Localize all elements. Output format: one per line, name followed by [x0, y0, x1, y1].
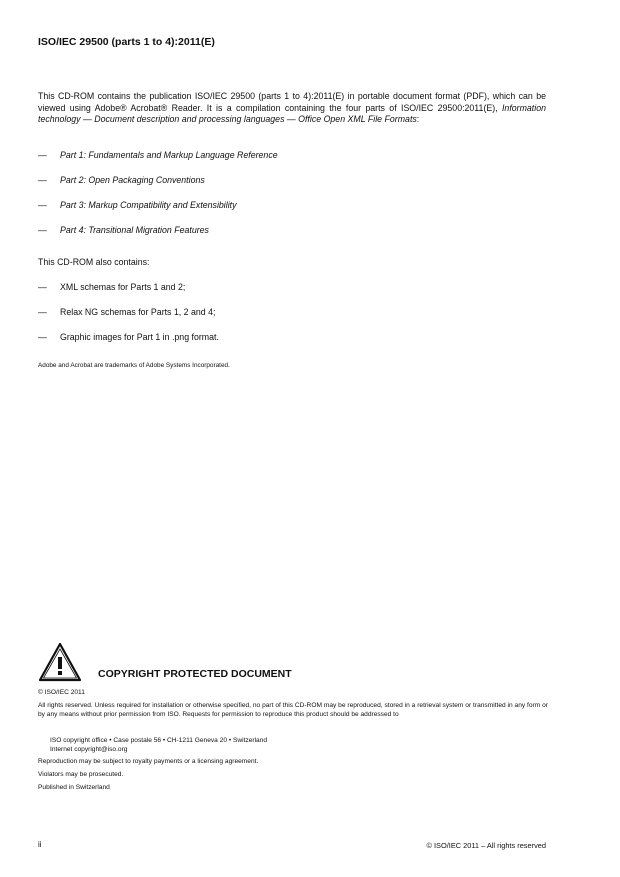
list-dash: —	[38, 175, 47, 185]
footer-rights: © ISO/IEC 2011 – All rights reserved	[426, 841, 546, 850]
list-dash: —	[38, 200, 47, 210]
list-item	[38, 150, 546, 175]
list-item	[38, 307, 546, 332]
warning-icon	[38, 642, 82, 682]
intro-colon: :	[416, 114, 420, 124]
published-note: Published in Switzerland	[38, 784, 110, 791]
part-2-label: Part 2: Open Packaging Conventions	[60, 175, 205, 185]
list-dash: —	[38, 282, 47, 292]
copyright-internet: Internet copyright@iso.org	[50, 746, 128, 753]
list-item	[38, 200, 546, 225]
reproduction-note: Reproduction may be subject to royalty payments or a licensing agreement.	[38, 758, 259, 765]
list-item	[38, 332, 546, 357]
list-item	[38, 225, 546, 250]
violators-note: Violators may be prosecuted.	[38, 771, 124, 778]
intro-title-italic: Information technology — Document description and processing languages — Office Open XML File Formats	[38, 102, 546, 124]
content-relax-ng: Relax NG schemas for Parts 1, 2 and 4;	[60, 307, 216, 317]
copyright-title: COPYRIGHT PROTECTED DOCUMENT	[98, 668, 292, 680]
contents-list	[38, 282, 546, 357]
intro-text: This CD-ROM contains the publication ISO/IEC 29500 (parts 1 to 4):2011(E) in portable document format (PDF), which can be viewed using Adobe® Acrobat® Reader. It is a compilation containing the four parts of ISO/IEC 29500:2011(E),	[38, 91, 546, 113]
list-dash: —	[38, 307, 47, 317]
page-number: ii	[38, 840, 42, 849]
trademark-note: Adobe and Acrobat are trademarks of Adobe Systems Incorporated.	[38, 362, 230, 369]
list-dash: —	[38, 332, 47, 342]
list-item	[38, 175, 546, 200]
page-header-title: ISO/IEC 29500 (parts 1 to 4):2011(E)	[38, 36, 215, 48]
rights-text: All rights reserved. Unless required for installation or otherwise specified, no part of this CD-ROM may be reproduced, stored in a retrieval system or transmitted in any form or by any means without prior permission from ISO. Requests for permission to reproduce this product should be addressed to	[38, 702, 548, 718]
content-xml-schemas: XML schemas for Parts 1 and 2;	[60, 282, 186, 292]
list-dash: —	[38, 225, 47, 235]
also-contains-text: This CD-ROM also contains:	[38, 257, 150, 267]
copyright-office-address: ISO copyright office • Case postale 56 • CH-1211 Geneva 20 • Switzerland	[50, 737, 268, 744]
part-4-label: Part 4: Transitional Migration Features	[60, 225, 209, 235]
part-3-label: Part 3: Markup Compatibility and Extensibility	[60, 200, 237, 210]
part-1-label: Part 1: Fundamentals and Markup Language Reference	[60, 150, 278, 160]
copyright-symbol-line: © ISO/IEC 2011	[38, 689, 85, 696]
list-dash: —	[38, 150, 47, 160]
parts-list	[38, 150, 546, 250]
list-item	[38, 282, 546, 307]
content-graphic-images: Graphic images for Part 1 in .png format.	[60, 332, 219, 342]
intro-paragraph	[38, 91, 546, 126]
